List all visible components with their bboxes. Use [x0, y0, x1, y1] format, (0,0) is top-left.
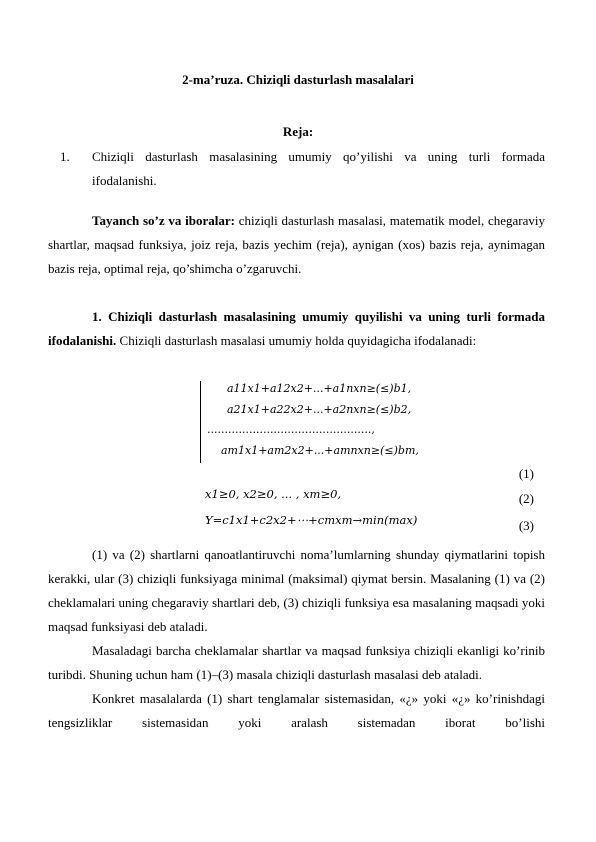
- plan-heading: Reja:: [282, 124, 314, 139]
- keywords-paragraph: [48, 209, 545, 281]
- nonnegativity-condition: x1≥0, x2≥0, ... , xm≥0,: [205, 487, 342, 501]
- plan-list: [60, 145, 545, 193]
- constraint-system: [200, 381, 451, 463]
- body-paragraph-3: Konkret masalalarda (1) shart tenglamalar sistemasidan, «¿» yoki «¿» ko’rinishdagi tengsizliklar sistemasidan yoki aralash sistemadan iborat bo’lishi: [48, 691, 545, 730]
- section-1-heading: 1. Chiziqli dasturlash masalasining umumiy quyilishi va uning turli formada ifodalanishi.: [48, 309, 545, 348]
- body-paragraph-2: Masaladagi barcha cheklamalar shartlar va maqsad funksiya chiziqli ekanligi ko’rinib turibdi. Shuning uchun ham (1)–(3) masala chiziqli dasturlash masalasi deb ataladi.: [48, 643, 545, 682]
- keywords-text: chiziqli dasturlash masalasi, matematik model, chegaraviy shartlar, maqsad funksiya, joiz reja, bazis yechim (reja), aynigan (xos) bazis reja, aynimagan bazis reja, optimal reja, qo’shimcha o’zgaruvchi.: [48, 213, 545, 276]
- page-title: 2-ma’ruza. Chiziqli dasturlash masalalari: [182, 72, 414, 87]
- equation-number-2: (2): [518, 491, 534, 506]
- constraint-row-m: am1x1+am2x2+...+amnxn≥(≤)bm,: [221, 444, 419, 457]
- body-paragraph-1: (1) va (2) shartlarni qanoatlantiruvchi noma’lumlarning shunday qiymatlarini topish kerakki, ular (3) chiziqli funksiyaga minimal (maksimal) qiymat bersin. Masalaning (1) va (2) cheklamalari uning chegaraviy shartlari deb, (3) chiziqli funksiya esa masalaning maqsadi yoki maqsad funksiyasi deb ataladi.: [48, 547, 545, 634]
- equation-number-1: (1): [518, 466, 534, 481]
- plan-item-text: Chiziqli dasturlash masalasining umumiy qo’yilishi va uning turli formada ifodalanishi.: [92, 149, 545, 188]
- objective-function: Y=c1x1+c2x2+⋯+cmxm→min(max): [205, 513, 418, 527]
- constraint-row-2: a21x1+a22x2+...+a2nxn≥(≤)b2,: [227, 403, 412, 416]
- keywords-label: Tayanch so’z va iboralar:: [92, 213, 236, 228]
- constraint-dots: ...............................................,: [207, 423, 375, 436]
- constraint-row-1: a11x1+a12x2+...+a1nxn≥(≤)b1,: [227, 382, 412, 395]
- equation-number-3: (3): [518, 518, 534, 533]
- section-1-text: Chiziqli dasturlash masalasi umumiy holda quyidagicha ifodalanadi:: [116, 333, 477, 348]
- plan-item-number: 1.: [60, 149, 70, 164]
- section-1-paragraph: [48, 305, 545, 353]
